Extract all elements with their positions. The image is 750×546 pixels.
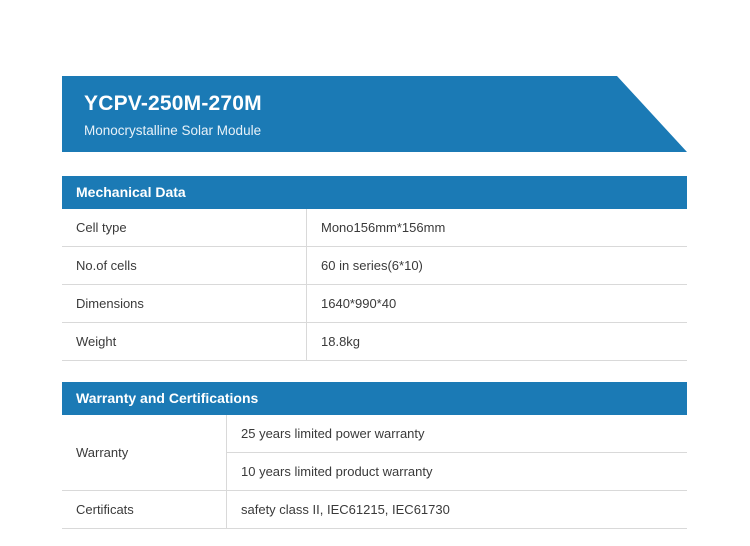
table-row (62, 491, 687, 529)
page-subtitle: Monocrystalline Solar Module (84, 123, 262, 138)
mechanical-data-section (62, 176, 687, 361)
table-row (62, 323, 687, 361)
list-item (227, 453, 687, 491)
row-label: No.of cells (62, 247, 307, 285)
row-value: 25 years limited power warranty (227, 415, 687, 453)
row-value: Mono156mm*156mm (307, 209, 688, 247)
row-label: Cell type (62, 209, 307, 247)
row-label: Weight (62, 323, 307, 361)
table-row (62, 415, 687, 491)
row-value: 10 years limited product warranty (241, 464, 433, 479)
mechanical-data-title: Mechanical Data (62, 176, 687, 209)
warranty-sub-table (227, 415, 687, 490)
list-item (227, 415, 687, 453)
product-header-banner (62, 76, 687, 152)
warranty-table (62, 415, 687, 529)
table-row (62, 209, 687, 247)
row-value-group (227, 415, 688, 491)
row-value: safety class II, IEC61215, IEC61730 (227, 491, 688, 529)
table-row (62, 247, 687, 285)
row-value: 1640*990*40 (307, 285, 688, 323)
row-value: 18.8kg (307, 323, 688, 361)
banner-corner-cut (617, 76, 687, 152)
row-label: Dimensions (62, 285, 307, 323)
warranty-certifications-section (62, 382, 687, 529)
warranty-certifications-title: Warranty and Certifications (62, 382, 687, 415)
table-row (62, 285, 687, 323)
page-title: YCPV-250M-270M (84, 92, 262, 115)
row-label: Warranty (62, 415, 227, 491)
mechanical-data-table (62, 209, 687, 361)
row-value: 60 in series(6*10) (307, 247, 688, 285)
row-label: Certificats (62, 491, 227, 529)
